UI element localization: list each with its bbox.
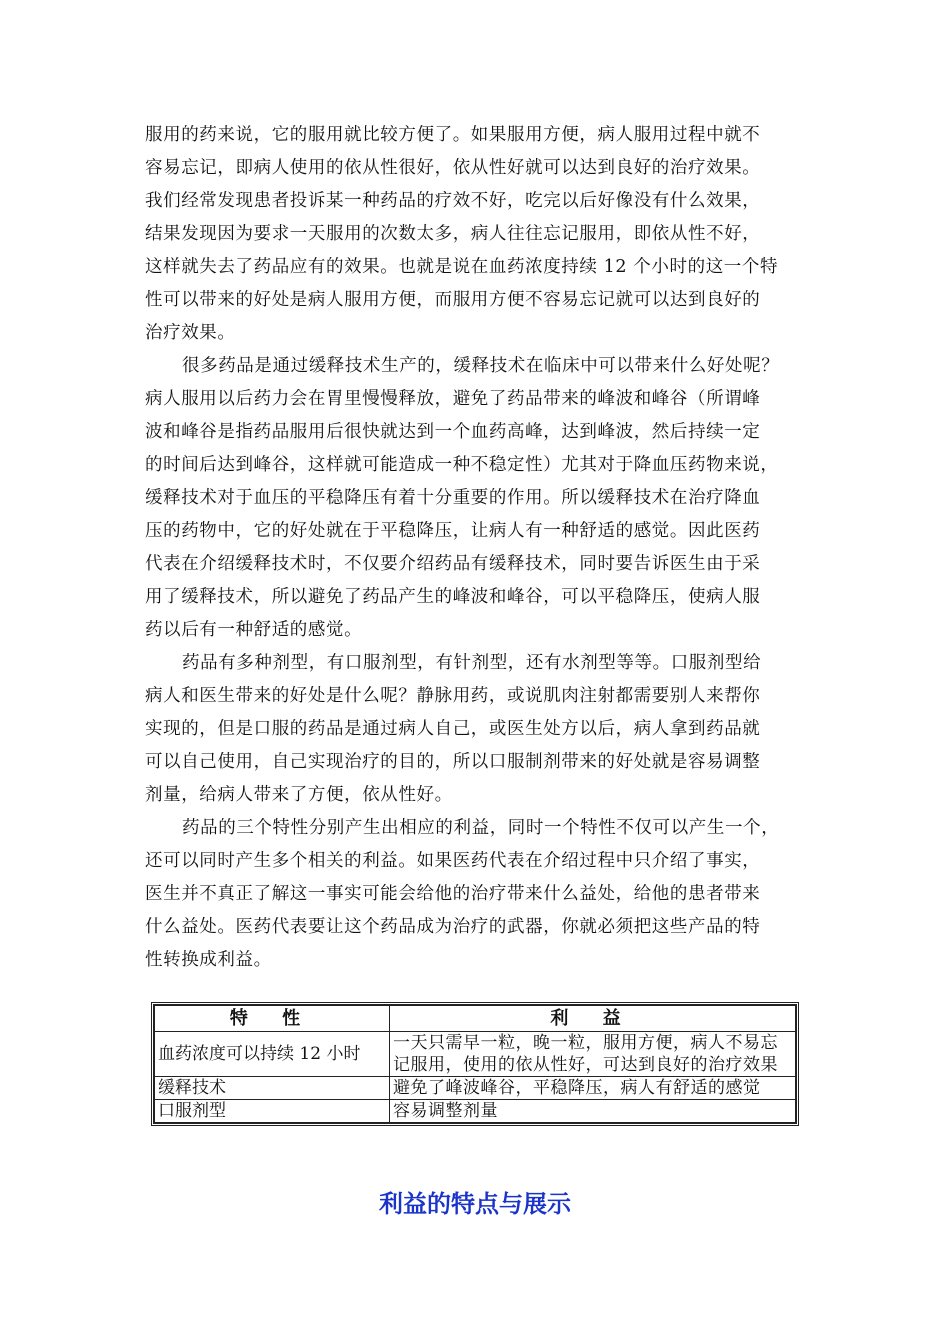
paragraph-2-line-8: 用了缓释技术，所以避免了药品产生的峰波和峰谷，可以平稳降压，使病人服	[145, 587, 761, 607]
table-cell-feature: 血药浓度可以持续 12 小时	[155, 1032, 390, 1077]
table-cell-benefit: 避免了峰波峰谷，平稳降压，病人有舒适的感觉	[390, 1077, 796, 1100]
paragraph-2-line-5: 缓释技术对于血压的平稳降压有着十分重要的作用。所以缓释技术在治疗降血	[145, 488, 761, 508]
paragraph-1-line-4: 结果发现因为要求一天服用的次数太多，病人往往忘记服用，即依从性不好，	[145, 224, 761, 244]
paragraph-4-line-1: 药品的三个特性分别产生出相应的利益，同时一个特性不仅可以产生一个，	[182, 818, 780, 838]
paragraph-3-line-3: 实现的，但是口服的药品是通过病人自己，或医生处方以后，病人拿到药品就	[145, 719, 761, 739]
paragraph-3-line-1: 药品有多种剂型，有口服剂型，有针剂型，还有水剂型等等。口服剂型给	[182, 653, 762, 673]
paragraph-2-line-1: 很多药品是通过缓释技术生产的，缓释技术在临床中可以带来什么好处呢？	[182, 356, 780, 376]
table-cell-benefit: 容易调整剂量	[390, 1100, 796, 1123]
paragraph-1-line-3: 我们经常发现患者投诉某一种药品的疗效不好，吃完以后好像没有什么效果，	[145, 191, 761, 211]
table-row	[155, 1077, 796, 1100]
paragraph-1-line-5: 这样就失去了药品应有的效果。也就是说在血药浓度持续 12 个小时的这一个特	[145, 257, 779, 277]
paragraph-4-line-3: 医生并不真正了解这一事实可能会给他的治疗带来什么益处，给他的患者带来	[145, 884, 761, 904]
paragraph-2-line-9: 药以后有一种舒适的感觉。	[145, 620, 363, 640]
paragraph-3-line-5: 剂量，给病人带来了方便，依从性好。	[145, 785, 453, 805]
table-cell-feature: 口服剂型	[155, 1100, 390, 1123]
paragraph-4-line-5: 性转换成利益。	[145, 950, 272, 970]
paragraph-1-line-2: 容易忘记，即病人使用的依从性很好，依从性好就可以达到良好的治疗效果。	[145, 158, 761, 178]
paragraph-2-line-6: 压的药物中，它的好处就在于平稳降压，让病人有一种舒适的感觉。因此医药	[145, 521, 761, 541]
paragraph-2-line-3: 波和峰谷是指药品服用后很快就达到一个血药高峰，达到峰波，然后持续一定	[145, 422, 761, 442]
paragraph-2-line-2: 病人服用以后药力会在胃里慢慢释放，避免了药品带来的峰波和峰谷（所谓峰	[145, 389, 761, 409]
paragraph-1-line-1: 服用的药来说，它的服用就比较方便了。如果服用方便，病人服用过程中就不	[145, 125, 761, 145]
section-heading: 利益的特点与展示	[379, 1190, 571, 1218]
paragraph-4-line-2: 还可以同时产生多个相关的利益。如果医药代表在介绍过程中只介绍了事实，	[145, 851, 761, 871]
table-cell-feature: 缓释技术	[155, 1077, 390, 1100]
table-header-benefit: 利 益	[390, 1006, 796, 1032]
table-header-feature: 特 性	[155, 1006, 390, 1032]
table-header-row	[155, 1006, 796, 1032]
paragraph-1-line-7: 治疗效果。	[145, 323, 236, 343]
table-row	[155, 1100, 796, 1123]
paragraph-2-line-7: 代表在介绍缓释技术时，不仅要介绍药品有缓释技术，同时要告诉医生由于采	[145, 554, 761, 574]
paragraph-4-line-4: 什么益处。医药代表要让这个药品成为治疗的武器，你就必须把这些产品的特	[145, 917, 761, 937]
table-row	[155, 1032, 796, 1077]
paragraph-3-line-4: 可以自己使用，自己实现治疗的目的，所以口服制剂带来的好处就是容易调整	[145, 752, 761, 772]
paragraph-1-line-6: 性可以带来的好处是病人服用方便，而服用方便不容易忘记就可以达到良好的	[145, 290, 761, 310]
table-cell-benefit: 一天只需早一粒，晚一粒，服用方便，病人不易忘记服用，使用的依从性好，可达到良好的治疗效果	[390, 1032, 796, 1077]
paragraph-3-line-2: 病人和医生带来的好处是什么呢？静脉用药，或说肌肉注射都需要别人来帮你	[145, 686, 761, 706]
feature-benefit-table	[151, 1002, 799, 1126]
paragraph-2-line-4: 的时间后达到峰谷，这样就可能造成一种不稳定性）尤其对于降血压药物来说，	[145, 455, 779, 475]
